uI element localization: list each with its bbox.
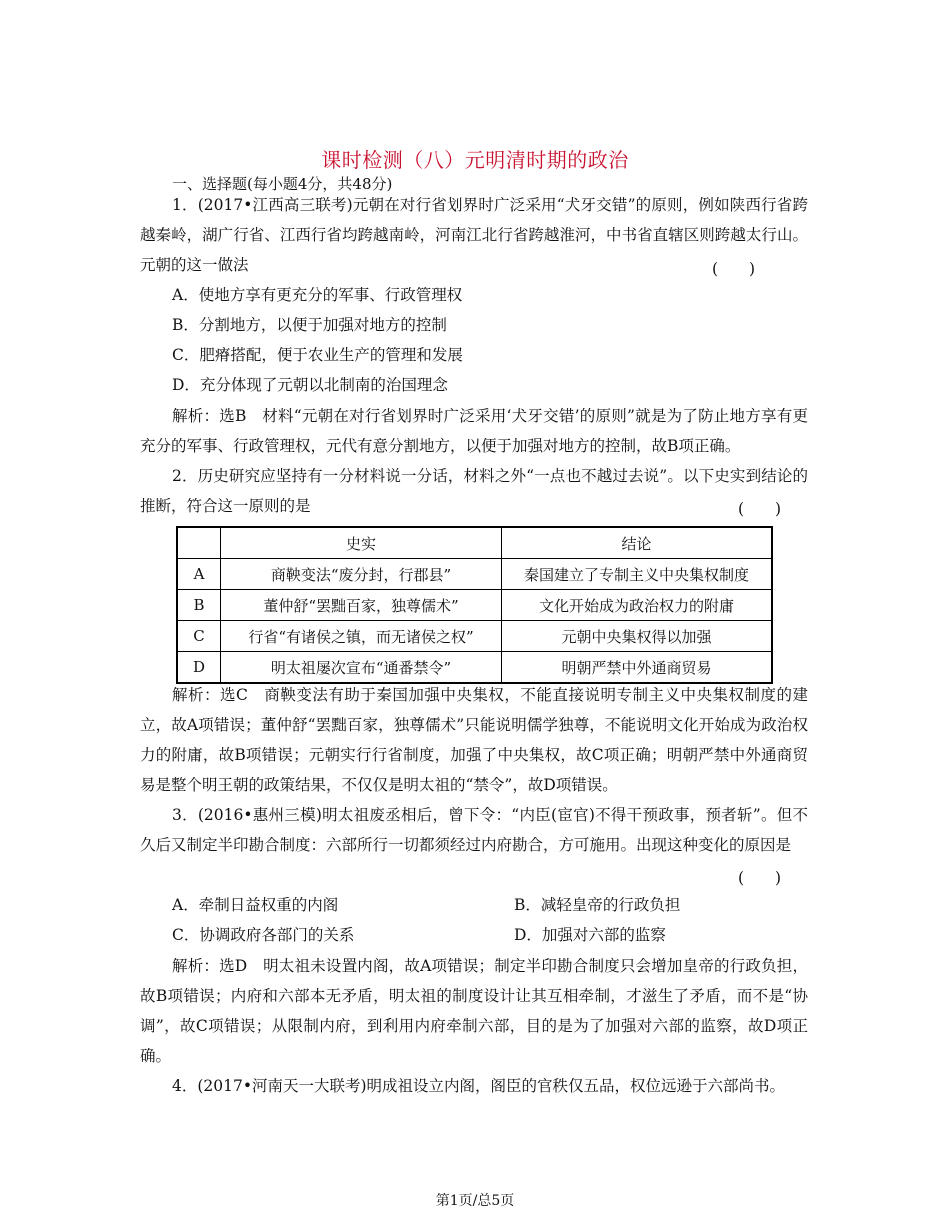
question-1-answer-blank: ( ) [712, 260, 756, 278]
question-1-option-d: D．充分体现了元朝以北制南的治国理念 [172, 376, 448, 394]
question-3-option-d: D．加强对六部的监察 [514, 926, 666, 944]
table-cell-letter: A [177, 559, 221, 590]
question-3-option-b: B．减轻皇帝的行政负担 [514, 896, 681, 914]
question-1-analysis: 解析：选B 材料“元朝在对行省划界时广泛采用‘犬牙交错’的原则”就是为了防止地方享有更充分的军事、行政管理权，元代有意分割地方，以便于加强对地方的控制，故B项正确。 [140, 407, 808, 455]
table-cell-fact: 商鞅变法“废分封，行郡县” [221, 559, 502, 590]
table-cell-letter: D [177, 652, 221, 684]
page-footer: 第1页/总5页 [435, 1193, 515, 1209]
question-2-answer-blank: ( ) [738, 500, 782, 518]
table-row [177, 621, 772, 652]
table-cell-fact: 明太祖屡次宣布“通番禁令” [221, 652, 502, 684]
question-3-answer-blank: ( ) [738, 869, 782, 887]
table-cell-conclusion: 秦国建立了专制主义中央集权制度 [502, 559, 773, 590]
table-cell-fact: 董仲舒“罢黜百家，独尊儒术” [221, 590, 502, 621]
question-3-option-c: C．协调政府各部门的关系 [172, 926, 355, 944]
page-title: 课时检测（八）元明清时期的政治 [321, 148, 629, 172]
table-header-conclusion: 结论 [502, 527, 773, 559]
table-cell-conclusion: 文化开始成为政治权力的附庸 [502, 590, 773, 621]
table-row [177, 590, 772, 621]
facts-table [176, 526, 773, 684]
table-cell-conclusion: 明朝严禁中外通商贸易 [502, 652, 773, 684]
question-1-option-b: B．分割地方，以便于加强对地方的控制 [172, 316, 447, 334]
section-heading: 一、选择题(每小题4分，共48分) [172, 175, 393, 193]
table-cell-letter: B [177, 590, 221, 621]
table-cell-letter: C [177, 621, 221, 652]
question-2-stem: 2．历史研究应坚持有一分材料说一分话，材料之外“一点也不越过去说”。以下史实到结论的推断，符合这一原则的是 [140, 467, 808, 515]
table-row [177, 559, 772, 590]
question-2-analysis: 解析：选C 商鞅变法有助于秦国加强中央集权，不能直接说明专制主义中央集权制度的建立，故A项错误；董仲舒“罢黜百家，独尊儒术”只能说明儒学独尊，不能说明文化开始成为政治权力的附庸，故B项错误；元朝实行行省制度，加强了中央集权，故C项正确；明朝严禁中外通商贸易是整个明王朝的政策结果，不仅仅是明太祖的“禁令”，故D项错误。 [140, 686, 808, 794]
question-3-option-a: A．牵制日益权重的内阁 [172, 896, 339, 914]
table-cell-fact: 行省“有诸侯之镇，而无诸侯之权” [221, 621, 502, 652]
question-3-stem: 3．(2016•惠州三模)明太祖废丞相后，曾下令：“内臣(宦官)不得干预政事，预者斩”。但不久后又制定半印勘合制度：六部所行一切都须经过内府勘合，方可施用。出现这种变化的原因是 [140, 806, 808, 854]
table-row [177, 652, 772, 684]
question-1-option-c: C．肥瘠搭配，便于农业生产的管理和发展 [172, 346, 463, 364]
question-3-analysis: 解析：选D 明太祖未设置内阁，故A项错误；制定半印勘合制度只会增加皇帝的行政负担，故B项错误；内府和六部本无矛盾，明太祖的制度设计让其互相牵制，才滋生了矛盾，而不是“协调”，故C项错误；从限制内府，到利用内府牵制六部，目的是为了加强对六部的监察，故D项正确。 [140, 957, 808, 1065]
table-header-row [177, 527, 772, 559]
question-4-stem: 4．(2017•河南天一大联考)明成祖设立内阁，阁臣的官秩仅五品，权位远逊于六部尚书。 [172, 1077, 786, 1095]
table-cell-conclusion: 元朝中央集权得以加强 [502, 621, 773, 652]
question-1-option-a: A．使地方享有更充分的军事、行政管理权 [172, 286, 463, 304]
table-header-empty [177, 527, 221, 559]
table-header-fact: 史实 [221, 527, 502, 559]
question-1-stem: 1．(2017•江西高三联考)元朝在对行省划界时广泛采用“犬牙交错”的原则，例如陕西行省跨越秦岭，湖广行省、江西行省均跨越南岭，河南江北行省跨越淮河，中书省直辖区则跨越太行山。元朝的这一做法 [140, 196, 808, 274]
